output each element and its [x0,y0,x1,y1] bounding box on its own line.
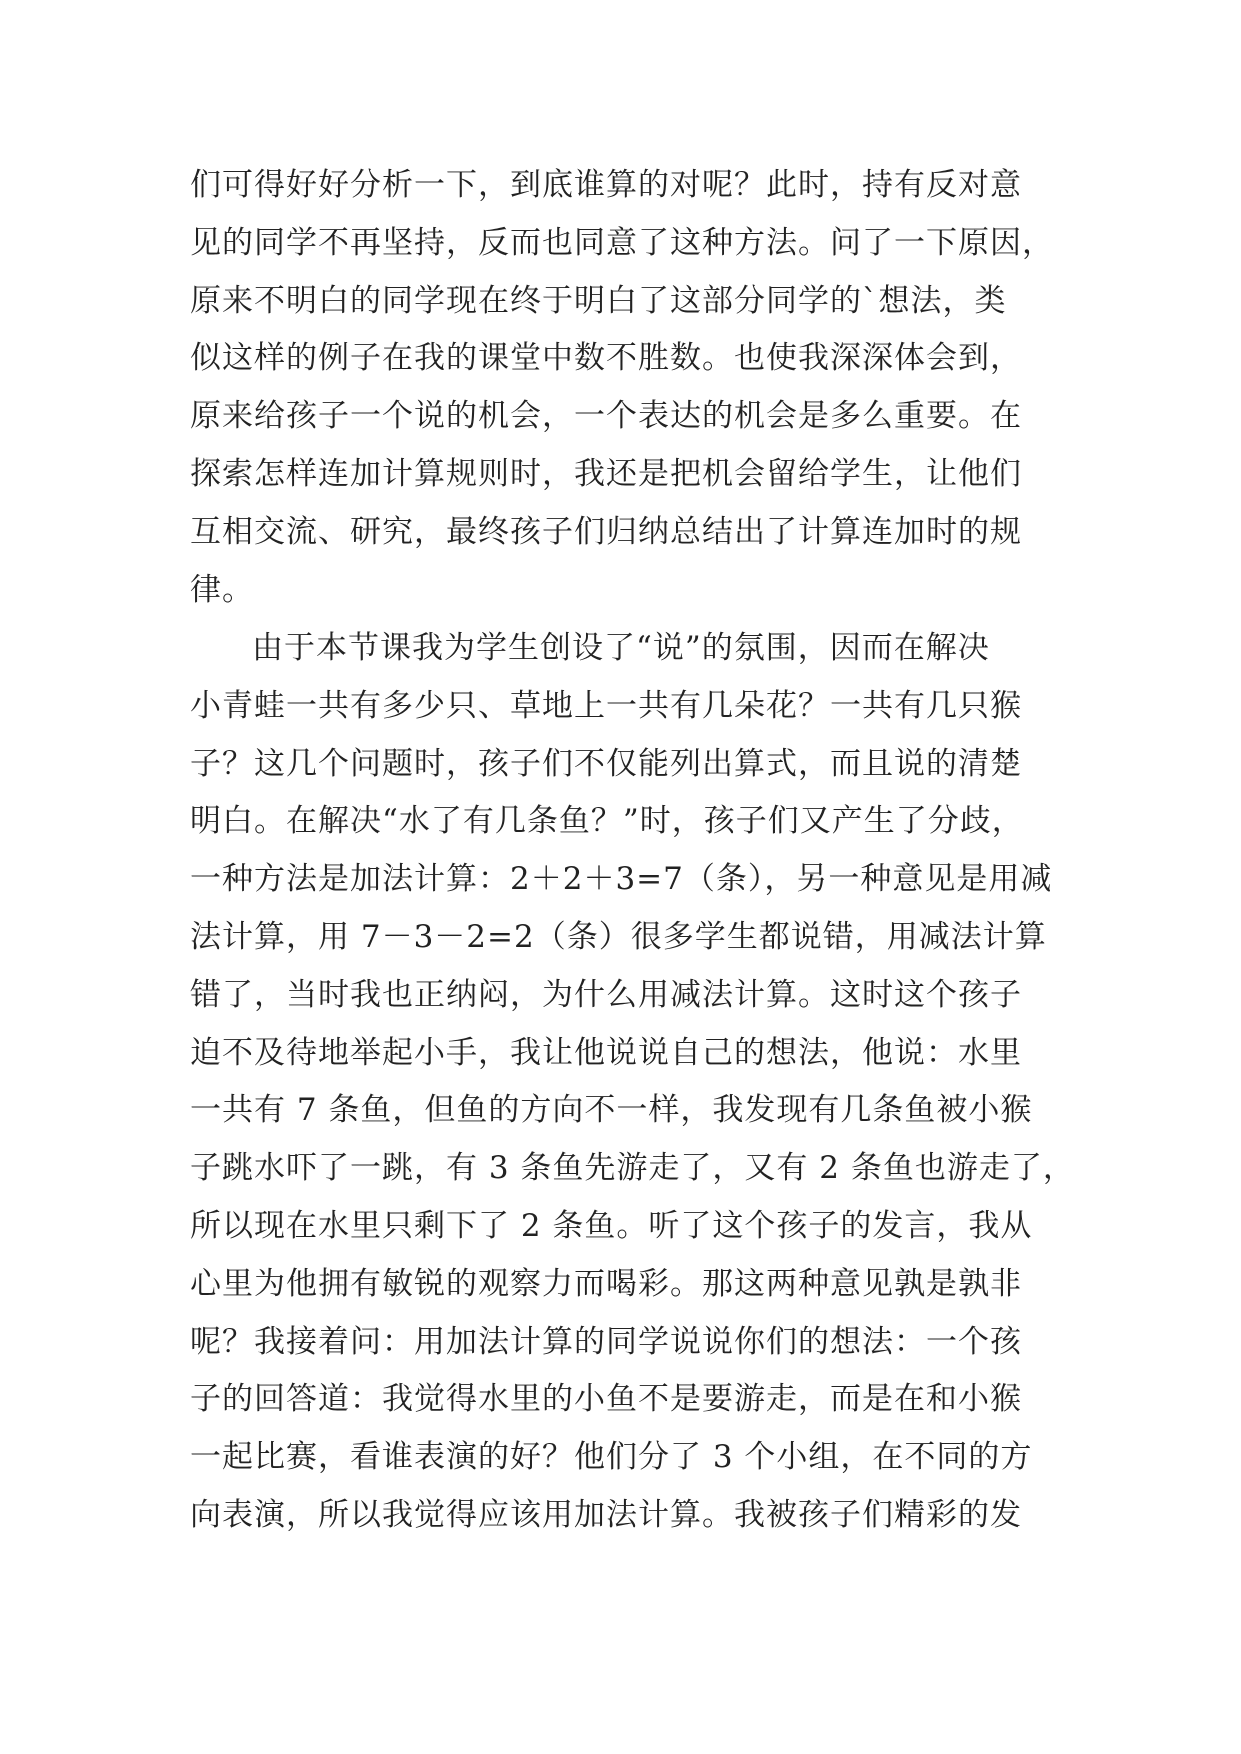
paragraph-line: 小青蛙一共有多少只、草地上一共有几朵花？一共有几只猴 [190,687,1022,724]
paragraph-line: 所以现在水里只剩下了 2 条鱼。听了这个孩子的发言，我从 [190,1207,1033,1244]
paragraph-line: 一共有 7 条鱼，但鱼的方向不一样，我发现有几条鱼被小猴 [190,1092,1033,1129]
paragraph-line: 心里为他拥有敏锐的观察力而喝彩。那这两种意见孰是孰非 [190,1265,1022,1302]
paragraph-line: 子的回答道：我觉得水里的小鱼不是要游走，而是在和小猴 [190,1381,1022,1418]
paragraph-line: 子？这几个问题时，孩子们不仅能列出算式，而且说的清楚 [190,745,1022,782]
paragraph-first-line: 由于本节课我为学生创设了“说”的氛围，因而在解决 [252,630,990,666]
paragraph-line: 原来不明白的同学现在终于明白了这部分同学的`想法，类 [190,282,1007,319]
paragraph-line: 律。 [190,571,254,608]
paragraph-line: 法计算，用 7－3－2=2（条）很多学生都说错，用减法计算 [190,918,1047,955]
paragraph-line: 原来给孩子一个说的机会，一个表达的机会是多么重要。在 [190,398,1022,435]
paragraph-line: 迫不及待地举起小手，我让他说说自己的想法，他说：水里 [190,1034,1022,1071]
paragraph-line: 一种方法是加法计算：2＋2＋3=7（条），另一种意见是用减 [190,861,1053,898]
paragraph-line: 向表演，所以我觉得应该用加法计算。我被孩子们精彩的发 [190,1496,1022,1533]
paragraph-line: 子跳水吓了一跳，有 3 条鱼先游走了，又有 2 条鱼也游走了， [190,1150,1075,1187]
paragraph-line: 们可得好好分析一下，到底谁算的对呢？此时，持有反对意 [190,167,1022,203]
paragraph-line: 互相交流、研究，最终孩子们归纳总结出了计算连加时的规 [190,513,1022,550]
paragraph-line: 探索怎样连加计算规则时，我还是把机会留给学生，让他们 [190,455,1022,492]
paragraph-line: 似这样的例子在我的课堂中数不胜数。也使我深深体会到， [190,340,1022,377]
paragraph-line: 呢？我接着问：用加法计算的同学说说你们的想法：一个孩 [190,1323,1022,1360]
paragraph-line: 错了，当时我也正纳闷，为什么用减法计算。这时这个孩子 [190,976,1022,1013]
paragraph-line: 一起比赛，看谁表演的好？他们分了 3 个小组，在不同的方 [190,1439,1033,1476]
paragraph-1 [190,157,1054,619]
paragraph-line: 明白。在解决“水了有几条鱼？”时，孩子们又产生了分歧， [190,803,1024,840]
paragraph-line: 见的同学不再坚持，反而也同意了这种方法。问了一下原因， [190,224,1054,261]
paragraph-2 [190,620,1075,1545]
